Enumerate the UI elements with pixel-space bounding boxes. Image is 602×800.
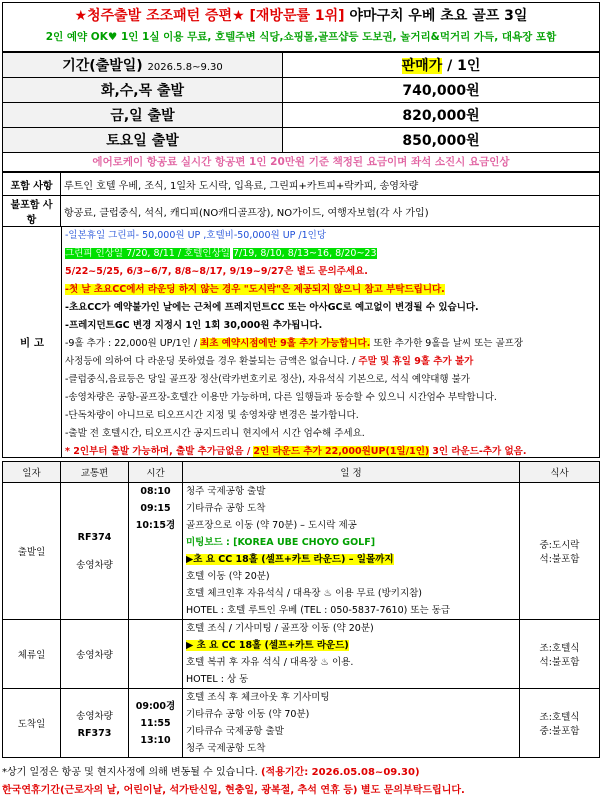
weekend-note: 주말 및 휴일 9홀 추가 불가	[358, 356, 474, 367]
remark-line: -일본휴일 그린피- 50,000원 UP ,호텔비-50,000원 UP /1인당	[65, 230, 326, 241]
column-header: 일 정	[183, 462, 520, 483]
time-entry: 08:10	[140, 486, 171, 497]
schedule-line: 기타큐슈 국제공항 출발	[186, 726, 284, 737]
refund-note: 사정등에 의하여 다 라운딩 못하였을 경우 환불되는 금액은 없습니다. /	[65, 356, 356, 367]
hotel-line: HOTEL : 상 동	[186, 674, 249, 685]
remark-line: -송영차량은 공항-골프장-호텔간 이용만 가능하며, 다른 일행들과 동승할 수 있으니 시간엄수 부탁합니다.	[65, 392, 497, 403]
time-entry: 10:15경	[135, 520, 176, 531]
itinerary-day: 출발일	[3, 483, 61, 620]
footer-line	[2, 764, 600, 782]
included-label: 포함 사항	[3, 173, 61, 196]
schedule-line: 기타큐슈 공항 이동 (약 70분)	[186, 709, 310, 720]
period-label: 기간(출발일)	[62, 58, 143, 74]
departure-price: 850,000원	[283, 128, 600, 153]
itinerary-times	[129, 689, 183, 758]
price-header-cell	[283, 53, 600, 78]
price-table	[2, 52, 600, 153]
remark-line	[65, 281, 599, 299]
nine-hole-note: 또한 추가한 9홀을 날씨 또는 골프장	[373, 338, 523, 349]
departure-day: 금,일 출발	[3, 103, 283, 128]
column-header: 식사	[520, 462, 600, 483]
meal-entry: 조:호텔식	[539, 712, 580, 723]
holiday-notice: 한국연휴기간(근로자의 날, 어린이날, 석가탄신일, 현충일, 광복절, 추석 연휴 등) 별도 문의부탁드립니다.	[2, 785, 465, 796]
itinerary-transport	[61, 620, 129, 689]
schedule-line: 청주 국제공항 도착	[186, 743, 266, 754]
two-player-fee: 2인 라운드 추가 22,000원UP(1일/1인)	[253, 446, 430, 457]
transport-mode: 송영차량	[76, 559, 113, 571]
price-unit: / 1인	[447, 58, 481, 74]
hotel-line: HOTEL : 호텔 루트인 우베 (TEL : 050-5837-7610) 또는 동급	[186, 605, 451, 616]
remarks-label: 비 고	[3, 227, 62, 457]
meal-entry: 중:불포함	[539, 726, 580, 737]
itinerary-row	[3, 689, 600, 758]
subtitle: 2인 예약 OK♥ 1인 1실 이용 무료, 호텔주변 식당,쇼핑몰,골프샵등 도보권, 놀거리&먹거리 가득, 대욕장 포함	[45, 31, 557, 43]
remarks-body	[62, 227, 599, 457]
itinerary-meals	[520, 689, 600, 758]
footer-notes	[2, 764, 600, 800]
schedule-line: 기타큐슈 공항 도착	[186, 503, 266, 514]
nine-hole-price: -9홀 추가 : 22,000원 UP/1인 /	[65, 338, 198, 349]
remark-line: -클럽중식,음료등은 당일 골프장 정산(락카번호키로 정산), 자유석식 기본으로, 석식 예약대행 불가	[65, 374, 470, 385]
itinerary-day: 도착일	[3, 689, 61, 758]
remark-line	[65, 443, 599, 461]
schedule-line	[186, 637, 516, 654]
title-highlight: ★청주출발 조조패턴 증편★ [재방문률 1위]	[74, 8, 345, 24]
itinerary-schedule	[183, 483, 520, 620]
min-party-note: * 2인부터 출발 가능하며, 출발 추가금없음 /	[65, 446, 251, 457]
schedule-line: 청주 국제공항 출발	[186, 486, 266, 497]
schedule-line: 골프장으로 이동 (약 70분) – 도시락 제공	[186, 520, 357, 531]
itinerary-transport	[61, 689, 129, 758]
time-entry: 13:10	[140, 734, 171, 746]
excluded-text: 항공료, 클럽중식, 석식, 캐디피(NO캐디골프장), NO가이드, 여행자보험(각 사 가입)	[61, 196, 600, 227]
time-entry: 09:00경	[135, 700, 176, 712]
schedule-line: 호텔 복귀 후 자유 석식 / 대욕장 ♨ 이용.	[186, 657, 354, 668]
column-header: 교통편	[61, 462, 129, 483]
flight-number: RF374	[77, 531, 112, 543]
itinerary-meals	[520, 483, 600, 620]
golf-round: ▶초 요 CC 18홀 (셀프+카트 라운드) – 일몰까지	[186, 554, 394, 565]
departure-price: 820,000원	[283, 103, 600, 128]
page-title	[3, 5, 599, 27]
itinerary-row	[3, 483, 600, 620]
three-player-note: 3인 라운드-추가 없음.	[432, 446, 527, 457]
meal-entry: 중:도시락	[539, 540, 580, 551]
golf-round: ▶ 초 요 CC 18홀 (셀프+카트 라운드)	[186, 640, 349, 651]
remark-line: -프레지던트GC 변경 지정시 1인 1회 30,000원 추가됩니다.	[65, 320, 323, 331]
remarks-section	[2, 227, 600, 458]
itinerary-schedule	[183, 620, 520, 689]
schedule-line: 호텔 체크인후 자유석식 / 대욕장 ♨ 이용 무료 (방키지참)	[186, 588, 423, 599]
departure-day: 화,수,목 출발	[3, 78, 283, 103]
meal-entry: 석:불포함	[539, 657, 580, 668]
flight-number: RF373	[77, 727, 112, 739]
remark-line: -출발 전 호텔시간, 티오프시간 공지드리니 현지에서 시간 엄수해 주세요.	[65, 428, 365, 439]
remark-line	[65, 335, 599, 353]
document-page	[2, 2, 600, 796]
remark-line: 5/22~5/25, 6/3~6/7, 8/8~8/17, 9/19~9/27은 별도 문의주세요.	[65, 266, 368, 277]
airfare-notice: 에어로케이 항공료 실시간 항공편 1인 20만원 기준 책정된 요금이며 좌석 소진시 요금인상	[2, 153, 600, 172]
meal-entry: 조:호텔식	[539, 643, 580, 654]
title-header	[2, 2, 600, 52]
meeting-board: 미팅보드 : [KOREA UBE CHOYO GOLF]	[186, 537, 376, 548]
price-label: 판매가	[401, 58, 443, 74]
remark-line	[65, 245, 599, 263]
column-header: 시간	[129, 462, 183, 483]
time-entry: 09:15	[140, 503, 171, 514]
greenfee-dates: 그린피 인상일 7/20, 8/11 / 호텔인상일	[65, 248, 230, 259]
itinerary-times	[129, 620, 183, 689]
transport-mode: 송영차량	[76, 710, 113, 722]
itinerary-schedule	[183, 689, 520, 758]
remark-line: -초요CC가 예약불가인 날에는 근처에 프레지던트CC 또는 아사GC로 예고없이 변경될 수 있습니다.	[65, 302, 479, 313]
nine-hole-condition: 최초 예약시점에만 9홀 추가 가능합니다.	[200, 338, 371, 349]
departure-day: 토요일 출발	[3, 128, 283, 153]
schedule-line	[186, 551, 516, 568]
meal-entry: 석:불포함	[539, 554, 580, 565]
title-product: 야마구치 우베 초요 골프 3일	[349, 8, 528, 24]
period-value: 2026.5.8~9.30	[147, 62, 223, 73]
itinerary-meals	[520, 620, 600, 689]
schedule-disclaimer: *상기 일정은 항공 및 현지사정에 의해 변동될 수 있습니다.	[2, 767, 258, 778]
itinerary-day: 체류일	[3, 620, 61, 689]
itinerary-times	[129, 483, 183, 620]
hotel-dates: 7/19, 8/10, 8/13~16, 8/20~23	[232, 248, 377, 259]
time-entry: 11:55	[140, 717, 171, 729]
departure-price: 740,000원	[283, 78, 600, 103]
schedule-line: 호텔 조식 후 체크아웃 후 기사미팅	[186, 692, 330, 703]
inclusion-table	[2, 172, 600, 227]
lunchbox-notice: -첫 날 초요CC에서 라운딩 하지 않는 경우 "도시락"은 제공되지 않으니 참고 부탁드립니다.	[65, 284, 445, 295]
excluded-label: 불포함 사항	[3, 196, 61, 227]
schedule-line: 호텔 이동 (약 20분)	[186, 571, 270, 582]
column-header: 일자	[3, 462, 61, 483]
schedule-line: 호텔 조식 / 기사미팅 / 골프장 이동 (약 20분)	[186, 623, 374, 634]
itinerary-transport	[61, 483, 129, 620]
period-cell	[3, 53, 283, 78]
remark-line: -단독차량이 아니므로 티오프시간 지정 및 송영차량 변경은 불가합니다.	[65, 410, 359, 421]
itinerary-table	[2, 461, 600, 758]
transport-mode: 송영차량	[76, 650, 113, 661]
included-text: 루트인 호텔 우베, 조식, 1일차 도시락, 입욕료, 그린피+카트피+락카피, 송영차량	[61, 173, 600, 196]
applicable-period: (적용기간: 2026.05.08~09.30)	[260, 767, 420, 778]
itinerary-row	[3, 620, 600, 689]
remark-line	[65, 353, 599, 371]
